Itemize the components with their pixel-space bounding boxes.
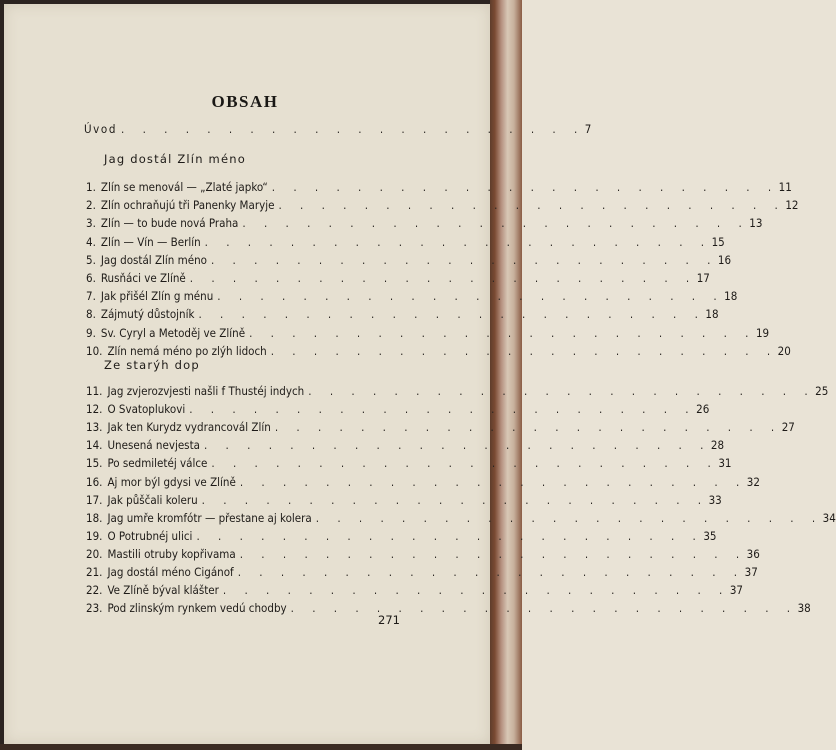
toc-entry-number: 12. [86,402,103,417]
dot-leader: . . . . . . . . . . . . . . . . . . . . . . . . [270,343,778,358]
dot-leader: . . . . . . . . . . . . . . . . . . . . . . . . [198,307,706,322]
dot-leader: . . . . . . . . . . . . . . . . . . . . . . . . [210,252,718,267]
toc-entry-title: Mastili otruby kopřivama [107,546,236,561]
toc-entry-number: 20. [86,546,103,561]
toc-entry-title: Jak přišél Zlín g ménu [100,289,214,304]
toc-row [86,194,799,213]
toc-entry-title: Rusňáci ve Zlíně [100,271,186,285]
dot-leader: . . . . . . . . . . . . . . . . . . . . . . [121,122,585,136]
dot-leader: . . . . . . . . . . . . . . . . . . . . . . . . [278,198,786,213]
toc-row [86,380,829,398]
toc-entry-page: 11 [778,180,792,194]
toc-row [86,525,717,543]
dot-leader: . . . . . . . . . . . . . . . . . . . . . . . . [189,402,697,417]
toc-entry-page: 35 [703,528,717,543]
toc-entry-page: 17 [696,271,710,285]
toc-entry-page: 27 [781,420,795,435]
dot-leader: . . . . . . . . . . . . . . . . . . . . . . . . [217,289,725,304]
toc-entry-page: 18 [705,307,719,322]
toc-entry-number: 1. [86,180,96,194]
toc-row [86,176,792,194]
toc-row [86,452,732,471]
toc-entry-number: 5. [86,252,96,267]
dot-leader: . . . . . . . . . . . . . . . . . . . . . . . . [189,271,697,285]
toc-entry-page: 16 [717,252,732,267]
toc-entry-number: 17. [86,492,103,507]
toc-entry-title: Jag zvjerozvjesti našli f Thustéj indych [107,384,305,398]
toc-entry-number: 9. [86,325,96,340]
toc-entry-title: O Svatoplukovi [107,402,186,417]
toc-entry-title: Jak ten Kurydz vydrancovál Zlín [107,420,271,435]
toc-entry-number: 2. [86,198,96,213]
dot-leader: . . . . . . . . . . . . . . . . . . . . . . . . [274,420,782,435]
toc-entry-number: 16. [86,474,103,489]
toc-row [86,303,719,322]
dot-leader: . . . . . . . . . . . . . . . . . . . . . . . . [237,565,745,579]
toc-row [86,543,760,561]
toc-entry-page: 33 [708,492,722,507]
toc-entry-page: 20 [777,343,791,358]
dot-leader: . . . . . . . . . . . . . . . . . . . . . . . . [211,456,719,471]
dot-leader: . . . . . . . . . . . . . . . . . . . . . . . . [239,546,747,561]
toc-row [86,249,732,267]
section-heading-1: Jag dostál Zlín méno [104,152,246,166]
toc-entry-number: 19. [86,528,103,543]
toc-entry-page: 37 [729,583,743,598]
toc-entry-title: Zlín se menovál — „Zlaté japko“ [100,180,268,194]
toc-entry-title: Po sedmiletéj válce [107,456,208,471]
toc-row [86,489,722,507]
dot-leader: . . . . . . . . . . . . . . . . . . . . . . . . [204,234,712,249]
toc-entry-title: O Potrubnéj ulici [107,528,193,543]
toc-row [86,434,725,453]
book-page-edges [490,0,522,750]
toc-entry-title: Sv. Cyryl a Metoděj ve Zlíně [100,325,246,340]
toc-entry-number: 15. [86,456,103,471]
toc-entry-title: Pod zlinským rynkem vedú chodby [107,601,287,616]
toc-row [86,579,743,598]
dot-leader: . . . . . . . . . . . . . . . . . . . . . . . . [308,384,816,398]
dot-leader: . . . . . . . . . . . . . . . . . . . . . . . . [290,601,798,616]
toc-entry-page: 38 [797,601,811,616]
toc-entry-page: 32 [746,474,760,489]
toc-entry-title: Jak půščali koleru [107,492,198,507]
book-page [4,4,490,744]
toc-entry-number: 6. [86,271,96,285]
toc-entry-title: Zlín — to bude nová Praha [100,216,239,231]
page-number: 271 [378,613,400,627]
toc-entry-number: 7. [86,289,96,304]
toc-entry-number: 8. [86,307,96,322]
toc-entry-page: 37 [744,565,758,579]
toc-entry-title: Jag umře kromfótr — přestane aj kolera [107,510,312,525]
toc-entry-number: 14. [86,438,103,453]
dot-leader: . . . . . . . . . . . . . . . . . . . . . . . . [201,492,709,507]
toc-row [86,597,811,616]
toc-entry-title: Úvod [84,122,117,136]
page-title: OBSAH [211,92,279,111]
toc-entry-page: 19 [755,325,770,340]
toc-row [86,507,836,525]
toc-entry-title: Zlín nemá méno po zlýh lidoch [107,343,267,358]
toc-row-intro [84,118,592,136]
toc-entry-title: Zájmutý důstojník [100,307,195,322]
toc-entry-page: 34 [822,510,836,525]
toc-entry-title: Ve Zlíně býval klášter [107,583,219,598]
toc-row [86,340,791,358]
dot-leader: . . . . . . . . . . . . . . . . . . . . . . . . [271,180,779,194]
toc-row [86,267,710,285]
toc-entry-title: Jag dostál méno Cigánof [107,565,234,579]
toc-entry-page: 25 [815,384,829,398]
toc-entry-page: 36 [746,546,760,561]
toc-entry-title: Zlín ochraňujú tři Panenky Maryje [100,198,275,213]
toc-entry-number: 18. [86,510,103,525]
dot-leader: . . . . . . . . . . . . . . . . . . . . . . . . [239,474,747,489]
dot-leader: . . . . . . . . . . . . . . . . . . . . . . . . [242,216,750,231]
dot-leader: . . . . . . . . . . . . . . . . . . . . . . . . [222,583,730,598]
toc-entry-number: 4. [86,234,96,249]
toc-row [86,398,710,417]
toc-entry-number: 11. [86,384,103,398]
toc-entry-page: 18 [724,289,738,304]
toc-row [86,561,758,579]
toc-entry-page: 7 [584,122,592,136]
section-heading-2: Ze starýh dop [104,358,200,372]
dot-leader: . . . . . . . . . . . . . . . . . . . . . . . . [315,510,823,525]
dot-leader: . . . . . . . . . . . . . . . . . . . . . . . . [249,325,756,340]
book-bottom-edge [0,744,522,750]
toc-entry-number: 23. [86,601,103,616]
dot-leader: . . . . . . . . . . . . . . . . . . . . . . . . [196,528,704,543]
toc-entry-page: 12 [785,198,799,213]
toc-entry-number: 21. [86,565,103,579]
toc-row [86,471,760,489]
toc-row [86,212,763,231]
toc-entry-title: Aj mor býl gdysi ve Zlíně [107,474,236,489]
toc-row [86,231,725,249]
toc-entry-title: Zlín — Vín — Berlín [100,234,201,249]
toc-entry-number: 22. [86,583,103,598]
toc-row [86,416,795,435]
toc-entry-number: 3. [86,216,96,231]
toc-row [86,285,738,304]
toc-entry-number: 10. [86,343,103,358]
toc-entry-number: 13. [86,420,103,435]
dot-leader: . . . . . . . . . . . . . . . . . . . . . . . . [203,438,711,453]
toc-entry-page: 13 [749,216,763,231]
toc-entry-title: Jag dostál Zlín méno [100,252,207,267]
toc-row [86,322,770,340]
toc-entry-page: 28 [710,438,725,453]
toc-entry-page: 15 [711,234,725,249]
toc-entry-page: 31 [718,456,732,471]
toc-entry-title: Unesená nevjesta [107,438,200,453]
toc-entry-page: 26 [696,402,710,417]
